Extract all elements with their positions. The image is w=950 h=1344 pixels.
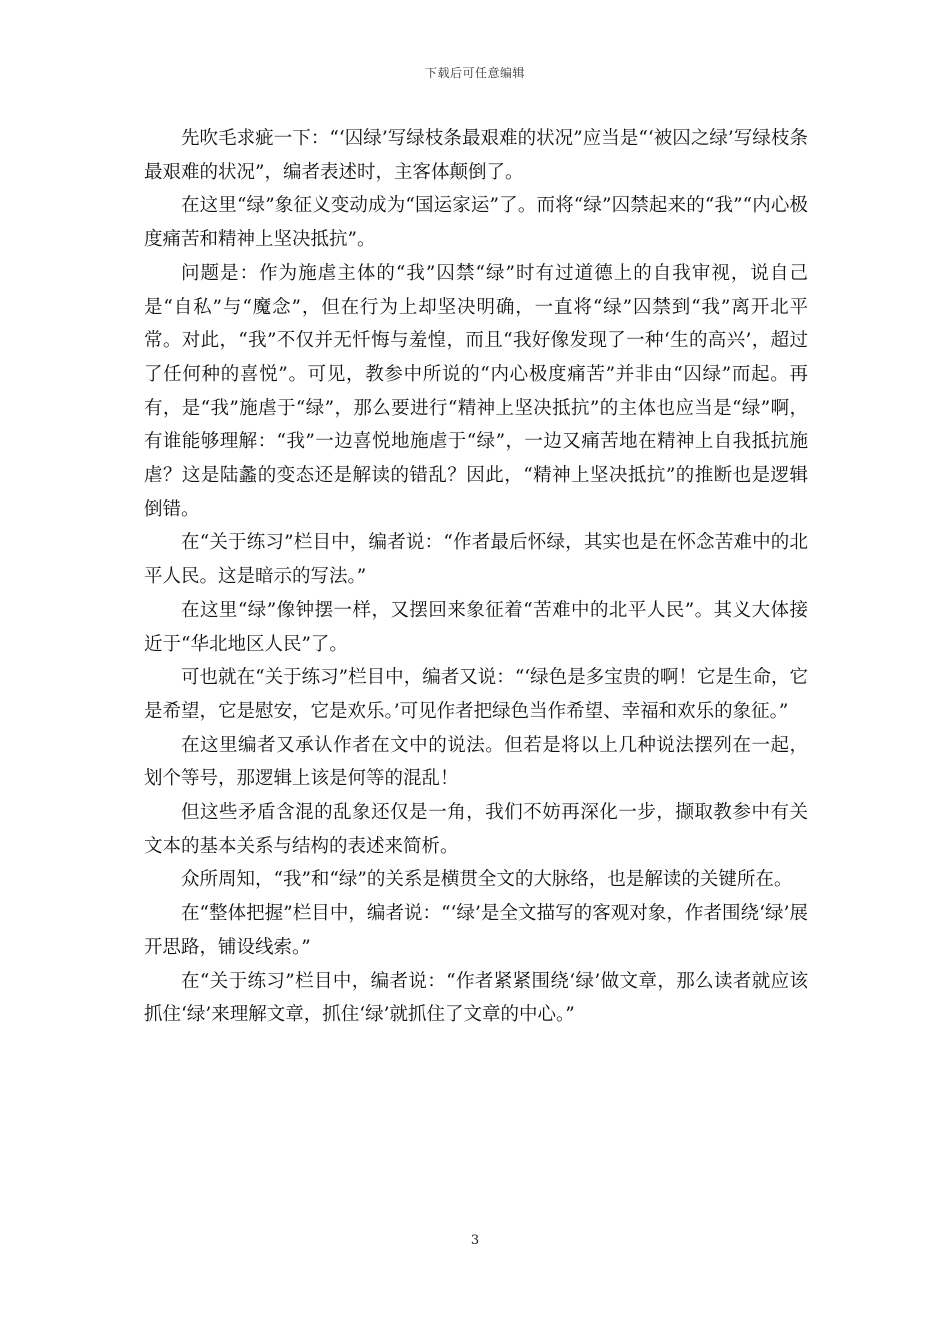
page-number: 3 — [470, 1233, 480, 1248]
paragraph: 在这里“绿”象征义变动成为“国运家运”了。而将“绿”囚禁起来的“我”“内心极度痛苦和精神上坚决抵抗”。 — [144, 195, 808, 251]
document-body — [144, 122, 808, 1032]
paragraph: 在“整体把握”栏目中，编者说：“‘绿’是全文描写的客观对象，作者围绕‘绿’展开思路，铺设线索。” — [144, 903, 808, 958]
paragraph: 问题是：作为施虐主体的“我”囚禁“绿”时有过道德上的自我审视，说自己是“自私”与“魔念”，但在行为上却坚决明确，一直将“绿”囚禁到“我”离开北平常。对此，“我”不仅并无忏悔与羞惶，而且“我好像发现了一种‘生的高兴’，超过了任何种的喜悦”。可见，教参中所说的“内心极度痛苦”并非由“囚绿”而起。再有，是“我”施虐于“绿”，那么要进行“精神上坚决抵抗”的主体也应当是“绿”啊，有谁能够理解：“我”一边喜悦地施虐于“绿”，一边又痛苦地在精神上自我抵抗施虐？这是陆蠡的变态还是解读的错乱？因此，“精神上坚决抵抗”的推断也是逻辑倒错。 — [144, 262, 808, 520]
paragraph: 在“关于练习”栏目中，编者说：“作者最后怀绿，其实也是在怀念苦难中的北平人民。这是暗示的写法。” — [144, 532, 808, 588]
paragraph: 但这些矛盾含混的乱象还仅是一角，我们不妨再深化一步，撷取教参中有关文本的基本关系与结构的表述来简析。 — [144, 802, 808, 857]
paragraph: 众所周知，“我”和“绿”的关系是横贯全文的大脉络，也是解读的关键所在。 — [181, 869, 793, 891]
paragraph: 在“关于练习”栏目中，编者说：“作者紧紧围绕‘绿’做文章，那么读者就应该抓住‘绿’来理解文章，抓住‘绿’就抓住了文章的中心。” — [144, 970, 808, 1026]
paragraph: 在这里编者又承认作者在文中的说法。但若是将以上几种说法摆列在一起，划个等号，那逻辑上该是何等的混乱！ — [144, 734, 808, 790]
page-header: 下载后可任意编辑 — [424, 66, 525, 80]
paragraph: 先吹毛求疵一下：“‘囚绿’写绿枝条最艰难的状况”应当是“‘被囚之绿’写绿枝条最艰难的状况”，编者表述时，主客体颠倒了。 — [144, 128, 808, 183]
paragraph: 可也就在“关于练习”栏目中，编者又说：“‘绿色是多宝贵的啊！它是生命，它是希望，它是慰安，它是欢乐。’可见作者把绿色当作希望、幸福和欢乐的象征。” — [144, 667, 808, 722]
paragraph: 在这里“绿”像钟摆一样，又摆回来象征着“苦难中的北平人民”。其义大体接近于“华北地区人民”了。 — [144, 599, 808, 655]
